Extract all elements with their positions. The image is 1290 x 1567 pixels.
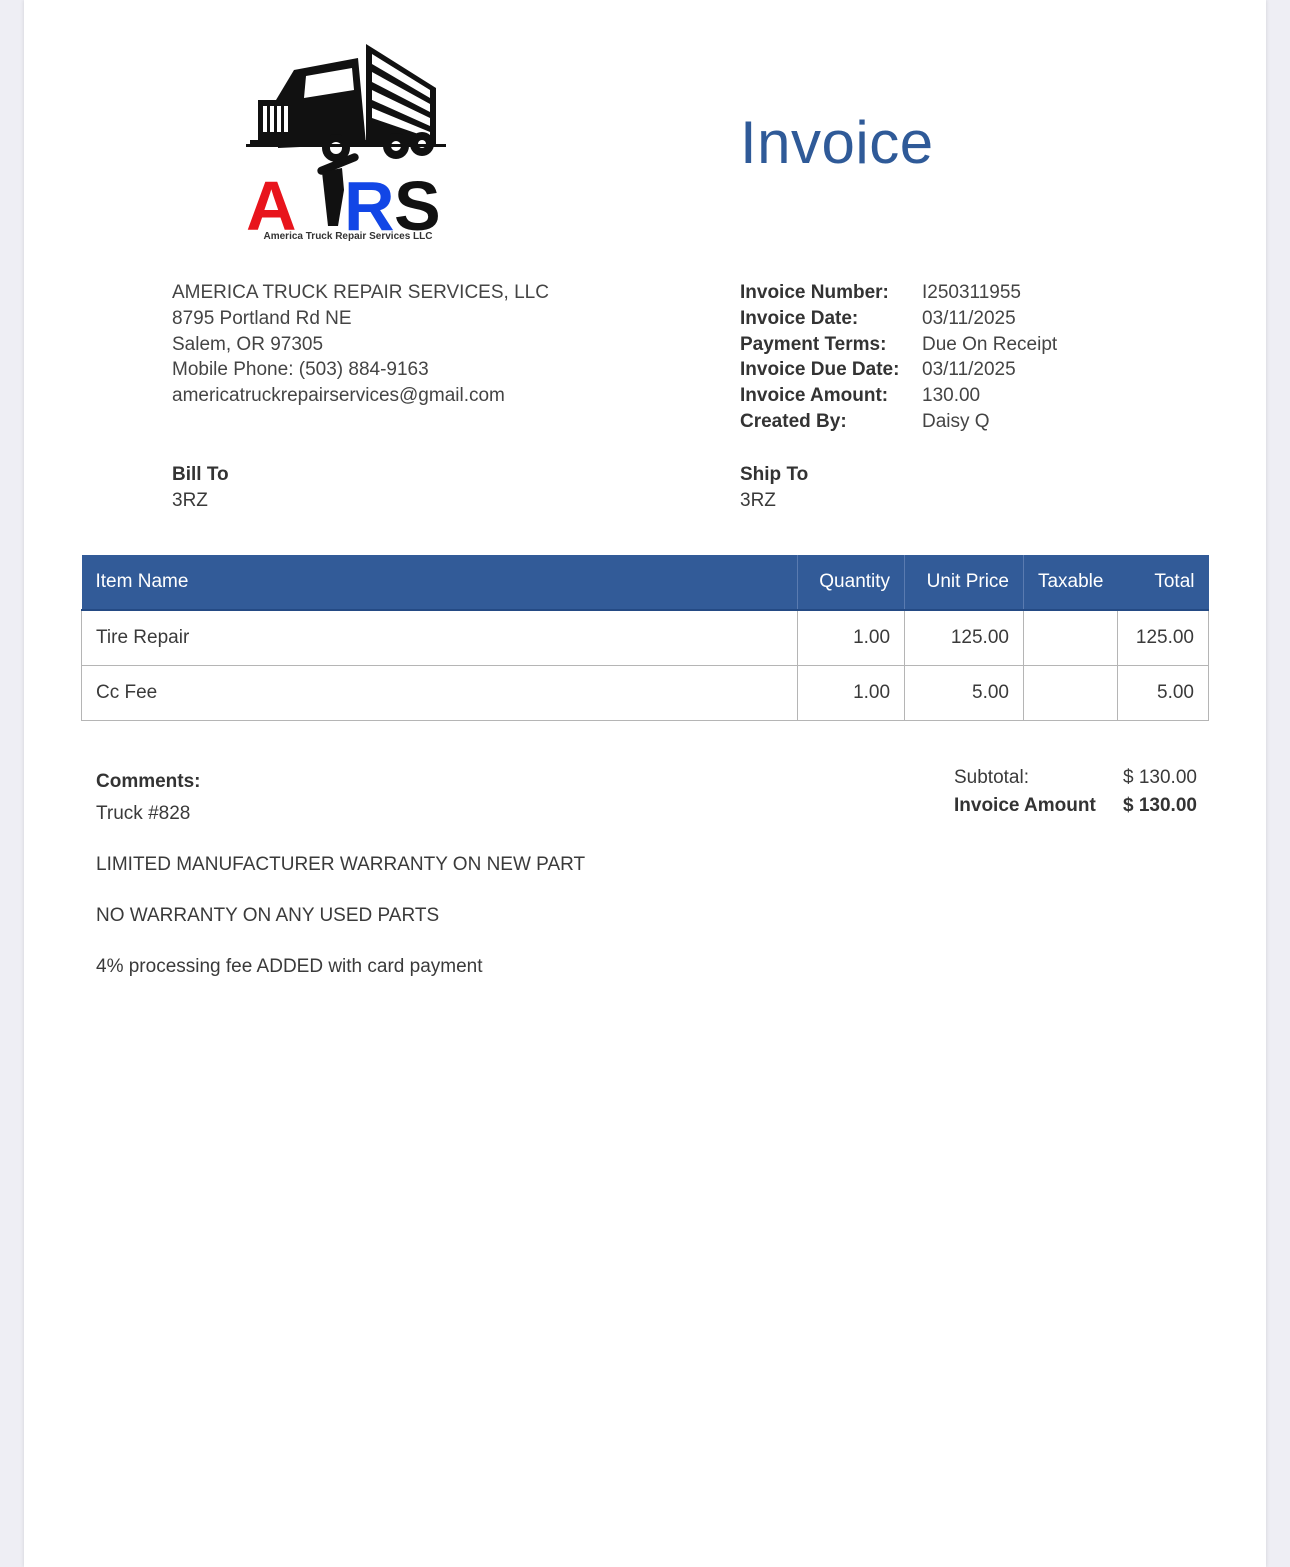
cell-unit-price: 5.00 (905, 665, 1024, 720)
totals-section (954, 764, 1197, 820)
subtotal-label: Subtotal: (954, 767, 1029, 788)
header-item-name: Item Name (82, 555, 798, 610)
header-unit-price: Unit Price (905, 555, 1024, 610)
meta-value: 03/11/2025 (922, 359, 1016, 381)
invoice-meta (740, 280, 1057, 435)
cell-total: 125.00 (1117, 610, 1208, 665)
table-row (82, 665, 1209, 720)
company-address-line2: Salem, OR 97305 (172, 333, 324, 355)
meta-label: Payment Terms: (740, 333, 887, 355)
items-table (81, 555, 1209, 721)
table-row (82, 610, 1209, 665)
cell-total: 5.00 (1117, 665, 1208, 720)
cell-item-name: Tire Repair (82, 610, 798, 665)
meta-row-invoice-number (740, 280, 1057, 306)
cell-unit-price: 125.00 (905, 610, 1024, 665)
table-header-row (82, 555, 1209, 610)
meta-value: Daisy Q (922, 410, 990, 432)
meta-row-due-date (740, 357, 1057, 383)
meta-label: Invoice Date: (740, 307, 859, 329)
meta-label: Invoice Amount: (740, 385, 889, 407)
company-info (172, 280, 549, 409)
meta-row-invoice-date (740, 306, 1057, 332)
comment-line: LIMITED MANUFACTURER WARRANTY ON NEW PART (96, 854, 586, 875)
subtotal-value: $ 130.00 (1123, 767, 1197, 788)
comment-line: 4% processing fee ADDED with card payment (96, 956, 483, 977)
subtotal-row (954, 764, 1197, 792)
company-phone: Mobile Phone: (503) 884-9163 (172, 359, 429, 381)
meta-label: Created By: (740, 410, 847, 432)
meta-value: Due On Receipt (922, 333, 1058, 355)
company-email[interactable]: americatruckrepairservices@gmail.com (172, 385, 505, 407)
cell-taxable (1023, 610, 1117, 665)
comments-label: Comments: (96, 771, 201, 792)
meta-value: 130.00 (922, 385, 981, 407)
invoice-title: Invoice (740, 109, 934, 176)
invoice-amount-value: $ 130.00 (1123, 795, 1197, 816)
meta-value: 03/11/2025 (922, 307, 1016, 329)
meta-label: Invoice Number: (740, 282, 889, 303)
bill-to (172, 462, 229, 514)
header-total: Total (1117, 555, 1208, 610)
ship-to-value: 3RZ (740, 490, 776, 511)
comment-line: Truck #828 (96, 803, 191, 824)
company-name: AMERICA TRUCK REPAIR SERVICES, LLC (172, 282, 549, 303)
comments-section (96, 770, 585, 979)
logo-letter-s: S (394, 167, 441, 245)
meta-row-invoice-amount (740, 383, 1057, 409)
invoice-amount-label: Invoice Amount (954, 795, 1096, 816)
cell-quantity: 1.00 (798, 665, 905, 720)
company-address-line1: 8795 Portland Rd NE (172, 307, 352, 329)
logo-tagline: America Truck Repair Services LLC (263, 231, 433, 242)
meta-row-payment-terms (740, 332, 1057, 358)
cell-taxable (1023, 665, 1117, 720)
header-quantity: Quantity (798, 555, 905, 610)
comment-line: NO WARRANTY ON ANY USED PARTS (96, 905, 440, 926)
ship-to (740, 462, 808, 514)
invoice-amount-row (954, 792, 1197, 820)
cell-quantity: 1.00 (798, 610, 905, 665)
logo-letter-r: R (344, 167, 395, 245)
company-logo (246, 40, 450, 245)
truck-icon (246, 44, 446, 162)
invoice-page (24, 0, 1266, 1567)
logo-letter-a: A (246, 167, 297, 245)
bill-to-value: 3RZ (172, 490, 208, 511)
header-taxable: Taxable (1023, 555, 1117, 610)
meta-label: Invoice Due Date: (740, 359, 900, 381)
meta-value: I250311955 (922, 282, 1021, 303)
meta-row-created-by (740, 409, 1057, 435)
ship-to-label: Ship To (740, 464, 809, 485)
bill-to-label: Bill To (172, 464, 229, 485)
cell-item-name: Cc Fee (82, 665, 798, 720)
